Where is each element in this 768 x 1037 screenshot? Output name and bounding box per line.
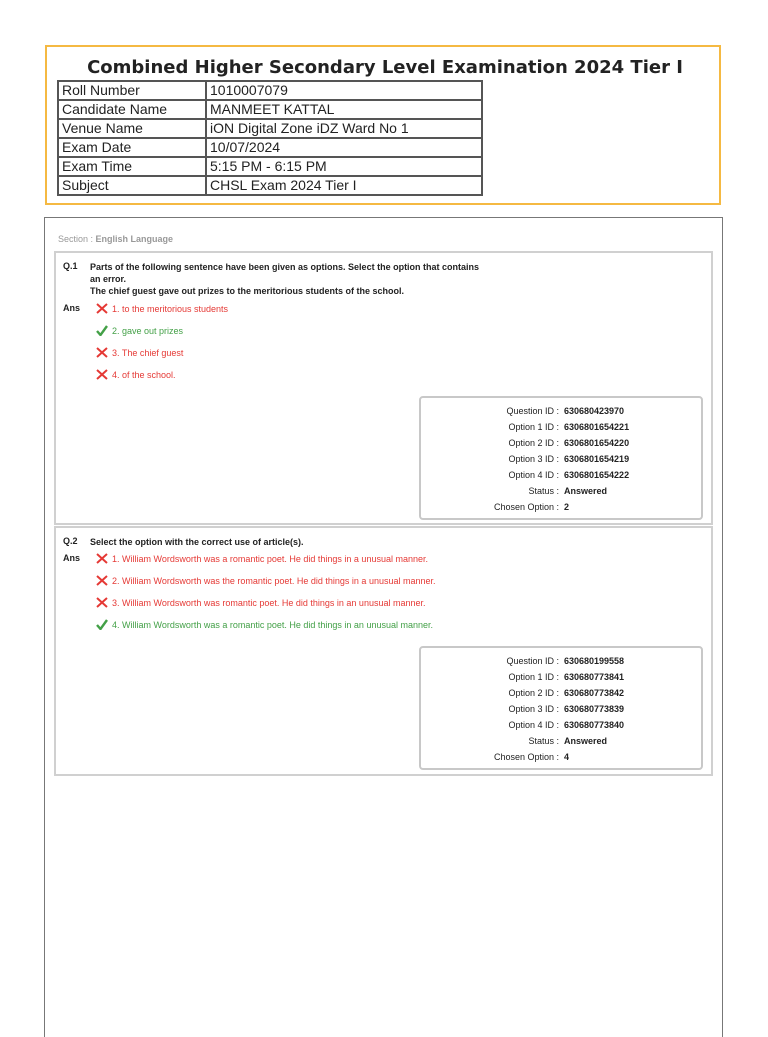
status-value: Answered (564, 486, 608, 496)
meta-label: Chosen Option : (493, 752, 559, 762)
meta-label: Question ID : (506, 406, 559, 416)
question-meta-panel (419, 396, 703, 520)
option-1 (96, 553, 428, 564)
meta-label: Chosen Option : (493, 502, 559, 512)
meta-label: Option 1 ID : (508, 672, 559, 682)
exam-title: Combined Higher Secondary Level Examination 2024 Tier I (87, 57, 683, 78)
meta-label: Option 1 ID : (508, 422, 559, 432)
table-row (58, 100, 482, 119)
ans-label: Ans (63, 553, 81, 563)
table-row (58, 138, 482, 157)
option-2 (96, 575, 436, 586)
exam-date-value: 10/07/2024 (206, 138, 482, 157)
option-4 (96, 619, 433, 630)
meta-label: Option 3 ID : (508, 704, 559, 714)
cross-icon (96, 575, 108, 586)
row-label: Venue Name (58, 119, 206, 138)
candidate-name-value: MANMEET KATTAL (206, 100, 482, 119)
option-text: 2. William Wordsworth was the romantic poet. He did things in a unusual manner. (112, 576, 436, 586)
venue-name-value: iON Digital Zone iDZ Ward No 1 (206, 119, 482, 138)
meta-row (421, 734, 701, 748)
cross-icon (96, 347, 108, 358)
meta-label: Option 4 ID : (508, 470, 559, 480)
table-row (58, 176, 482, 195)
option-3-id-value: 6306801654219 (564, 454, 630, 464)
meta-row (421, 404, 701, 418)
check-icon (96, 325, 108, 336)
row-label: Candidate Name (58, 100, 206, 119)
question-text-line: Parts of the following sentence have been given as options. Select the option that contains (90, 262, 480, 272)
option-1 (96, 303, 228, 314)
check-icon (96, 619, 108, 630)
option-4 (96, 369, 176, 380)
question-text (90, 536, 560, 548)
candidate-info-table (57, 80, 483, 196)
cross-icon (96, 303, 108, 314)
ans-label: Ans (63, 303, 81, 313)
meta-row (421, 654, 701, 668)
meta-label: Option 4 ID : (508, 720, 559, 730)
question-id-value: 630680199558 (564, 656, 625, 666)
row-label: Roll Number (58, 81, 206, 100)
status-value: Answered (564, 736, 608, 746)
chosen-option-value: 4 (564, 752, 570, 762)
option-3 (96, 347, 183, 358)
chosen-option-value: 2 (564, 502, 570, 512)
option-text: 1. William Wordsworth was a romantic poet. He did things in a unusual manner. (112, 554, 428, 564)
table-row (58, 119, 482, 138)
option-text: 4. William Wordsworth was a romantic poet. He did things in an unusual manner. (112, 620, 433, 630)
section-label (58, 234, 173, 244)
question-card-1 (54, 251, 713, 525)
option-text: 4. of the school. (112, 370, 176, 380)
option-2-id-value: 6306801654220 (564, 438, 630, 448)
meta-row (421, 484, 701, 498)
option-2-id-value: 630680773842 (564, 688, 625, 698)
roll-number-value: 1010007079 (206, 81, 482, 100)
meta-label: Option 3 ID : (508, 454, 559, 464)
row-label: Subject (58, 176, 206, 195)
question-text-line: Select the option with the correct use of article(s). (90, 537, 304, 547)
cross-icon (96, 553, 108, 564)
cross-icon (96, 597, 108, 608)
question-number: Q.2 (63, 536, 78, 546)
question-meta-panel (419, 646, 703, 770)
option-1-id-value: 630680773841 (564, 672, 625, 682)
meta-row (421, 436, 701, 450)
question-card-2 (54, 526, 713, 776)
meta-row (421, 420, 701, 434)
section-prefix: Section : (58, 234, 96, 244)
meta-label: Question ID : (506, 656, 559, 666)
meta-row (421, 686, 701, 700)
meta-row (421, 718, 701, 732)
meta-row (421, 670, 701, 684)
question-number: Q.1 (63, 261, 78, 271)
candidate-info-panel (45, 45, 721, 205)
question-text-line: The chief guest gave out prizes to the meritorious students of the school. (90, 286, 405, 296)
option-3-id-value: 630680773839 (564, 704, 625, 714)
meta-row (421, 750, 701, 764)
option-text: 3. William Wordsworth was romantic poet. He did things in an unusual manner. (112, 598, 426, 608)
row-label: Exam Date (58, 138, 206, 157)
section-name: English Language (95, 234, 174, 244)
option-text: 2. gave out prizes (112, 326, 184, 336)
option-1-id-value: 6306801654221 (564, 422, 630, 432)
exam-time-value: 5:15 PM - 6:15 PM (206, 157, 482, 176)
meta-label: Option 2 ID : (508, 688, 559, 698)
subject-value: CHSL Exam 2024 Tier I (206, 176, 482, 195)
table-row (58, 81, 482, 100)
meta-row (421, 500, 701, 514)
option-4-id-value: 6306801654222 (564, 470, 630, 480)
meta-label: Status : (528, 486, 559, 496)
option-2 (96, 325, 183, 336)
row-label: Exam Time (58, 157, 206, 176)
question-text (90, 261, 560, 297)
meta-row (421, 468, 701, 482)
option-text: 3. The chief guest (112, 348, 184, 358)
meta-row (421, 452, 701, 466)
option-3 (96, 597, 425, 608)
meta-label: Status : (528, 736, 559, 746)
meta-label: Option 2 ID : (508, 438, 559, 448)
question-id-value: 630680423970 (564, 406, 625, 416)
meta-row (421, 702, 701, 716)
option-text: 1. to the meritorious students (112, 304, 229, 314)
cross-icon (96, 369, 108, 380)
table-row (58, 157, 482, 176)
option-4-id-value: 630680773840 (564, 720, 625, 730)
question-text-line: an error. (90, 274, 127, 284)
